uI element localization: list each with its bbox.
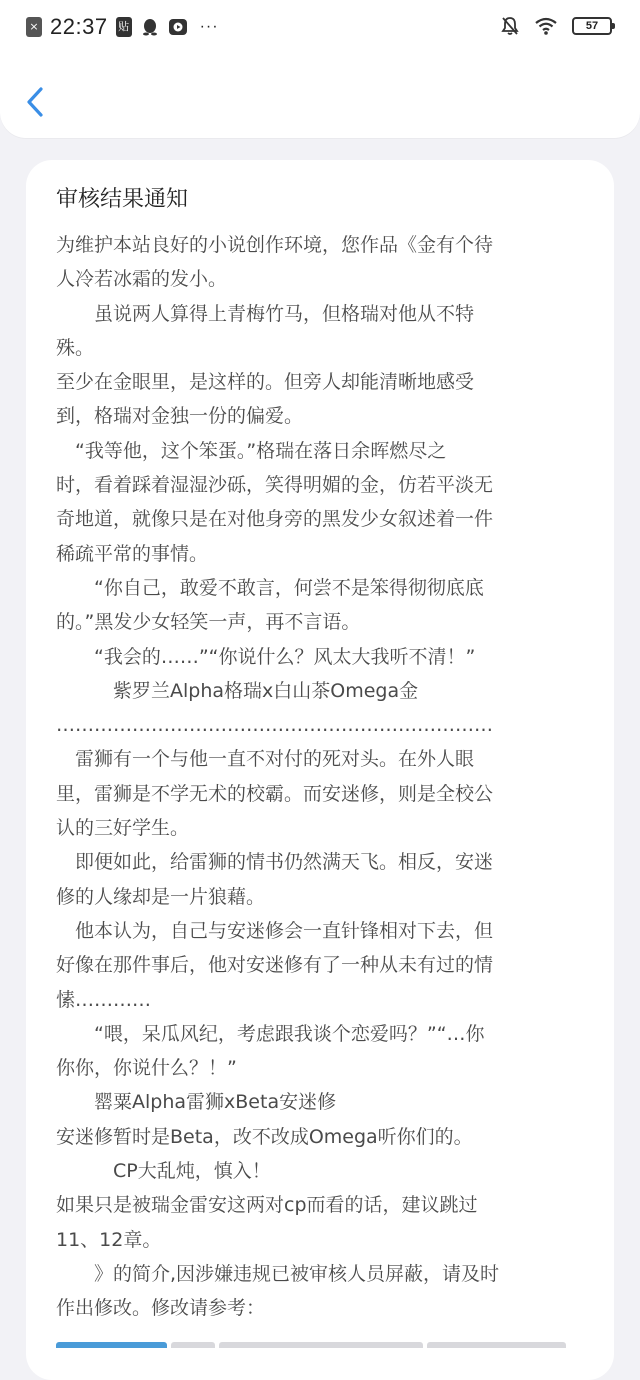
notice-line: 11、12章。 (56, 1228, 162, 1251)
chevron-left-icon (26, 86, 44, 118)
notice-line: “你自己，敢爱不敢言，何尝不是笨得彻彻底底 (56, 576, 484, 599)
notice-line: 罂粟Alpha雷狮xBeta安迷修 (56, 1091, 337, 1114)
notice-line: 愫………… (56, 988, 152, 1011)
status-right-group (500, 16, 612, 36)
notice-line: 作出修改。修改请参考： (56, 1297, 266, 1320)
notice-line: 》的简介,因涉嫌违规已被审核人员屏蔽，请及时 (56, 1262, 500, 1285)
status-bar (0, 0, 640, 58)
status-more-icon: ··· (199, 18, 219, 35)
notice-line: 为维护本站良好的小说创作环境，您作品《金有个待 (56, 234, 494, 256)
notice-title: 审核结果通知 (56, 187, 189, 212)
notice-line: “我等他，这个笨蛋。”格瑞在落日余晖燃尽之 (56, 439, 447, 462)
notice-line: 修的人缘却是一片狼藉。 (56, 885, 266, 908)
notice-line: “我会的……”“你说什么？风太大我听不清！” (56, 645, 476, 668)
notice-line: 虽说两人算得上青梅竹马，但格瑞对他从不特 (56, 302, 475, 325)
reference-link-segment[interactable] (56, 1342, 167, 1348)
notice-line: 他本认为，自己与安迷修会一直针锋相对下去，但 (56, 919, 494, 942)
close-notification-icon: × (26, 17, 42, 37)
notice-line: 安迷修暂时是Beta，改不改成Omega听你们的。 (56, 1125, 473, 1148)
notice-line: 你你，你说什么？！” (56, 1057, 237, 1080)
notice-line: 认的三好学生。 (56, 817, 190, 840)
notice-line: 即便如此，给雷狮的情书仍然满天飞。相反，安迷 (56, 851, 494, 874)
tieba-icon: 贴 (116, 17, 132, 37)
notice-line: 奇地道，就像只是在对他身旁的黑发少女叙述着一件 (56, 508, 494, 531)
notice-line: 稀疏平常的事情。 (56, 542, 209, 565)
notice-card (26, 160, 614, 1380)
notice-line: 殊。 (56, 336, 95, 359)
notice-line: 里，雷狮是不学无术的校霸。而安迷修，则是全校公 (56, 782, 494, 805)
notice-line: 的。”黑发少女轻笑一声，再不言语。 (56, 611, 361, 634)
bell-muted-icon (500, 16, 520, 36)
reference-link-segment[interactable] (171, 1342, 215, 1348)
notice-body (56, 228, 596, 1326)
notice-line: CP大乱炖，慎入！ (56, 1160, 271, 1183)
notice-line: 如果只是被瑞金雷安这两对cp而看的话，建议跳过 (56, 1194, 478, 1217)
navigation-bar (0, 58, 640, 138)
notice-line: 好像在那件事后，他对安迷修有了一种从未有过的情 (56, 954, 494, 977)
back-button[interactable] (20, 84, 50, 120)
notice-line: 至少在金眼里，是这样的。但旁人却能清晰地感受 (56, 371, 475, 394)
notice-line: “喂，呆瓜风纪，考虑跟我谈个恋爱吗？”“…你 (56, 1022, 485, 1045)
battery-icon (572, 17, 612, 35)
reference-link-segment[interactable] (427, 1342, 566, 1348)
wifi-icon (534, 16, 558, 36)
reference-link-segment[interactable] (219, 1342, 423, 1348)
notice-divider-line: …………………………………………………………… (56, 714, 493, 737)
notice-line: 雷狮有一个与他一直不对付的死对头。在外人眼 (56, 748, 475, 771)
status-time: 22:37 (50, 14, 108, 39)
status-left-group (26, 14, 219, 40)
notice-line: 人冷若冰霜的发小。 (56, 268, 228, 291)
notice-line: 到，格瑞对金独一份的偏爱。 (56, 405, 304, 428)
battery-level: 57 (585, 20, 599, 32)
notice-line: 时，看着踩着湿湿沙砾，笑得明媚的金，仿若平淡无 (56, 474, 494, 497)
reference-links-strip[interactable] (56, 1342, 566, 1348)
qq-penguin-icon (140, 17, 160, 37)
video-play-icon (168, 17, 188, 37)
notice-line: 紫罗兰Alpha格瑞x白山茶Omega金 (56, 679, 419, 702)
